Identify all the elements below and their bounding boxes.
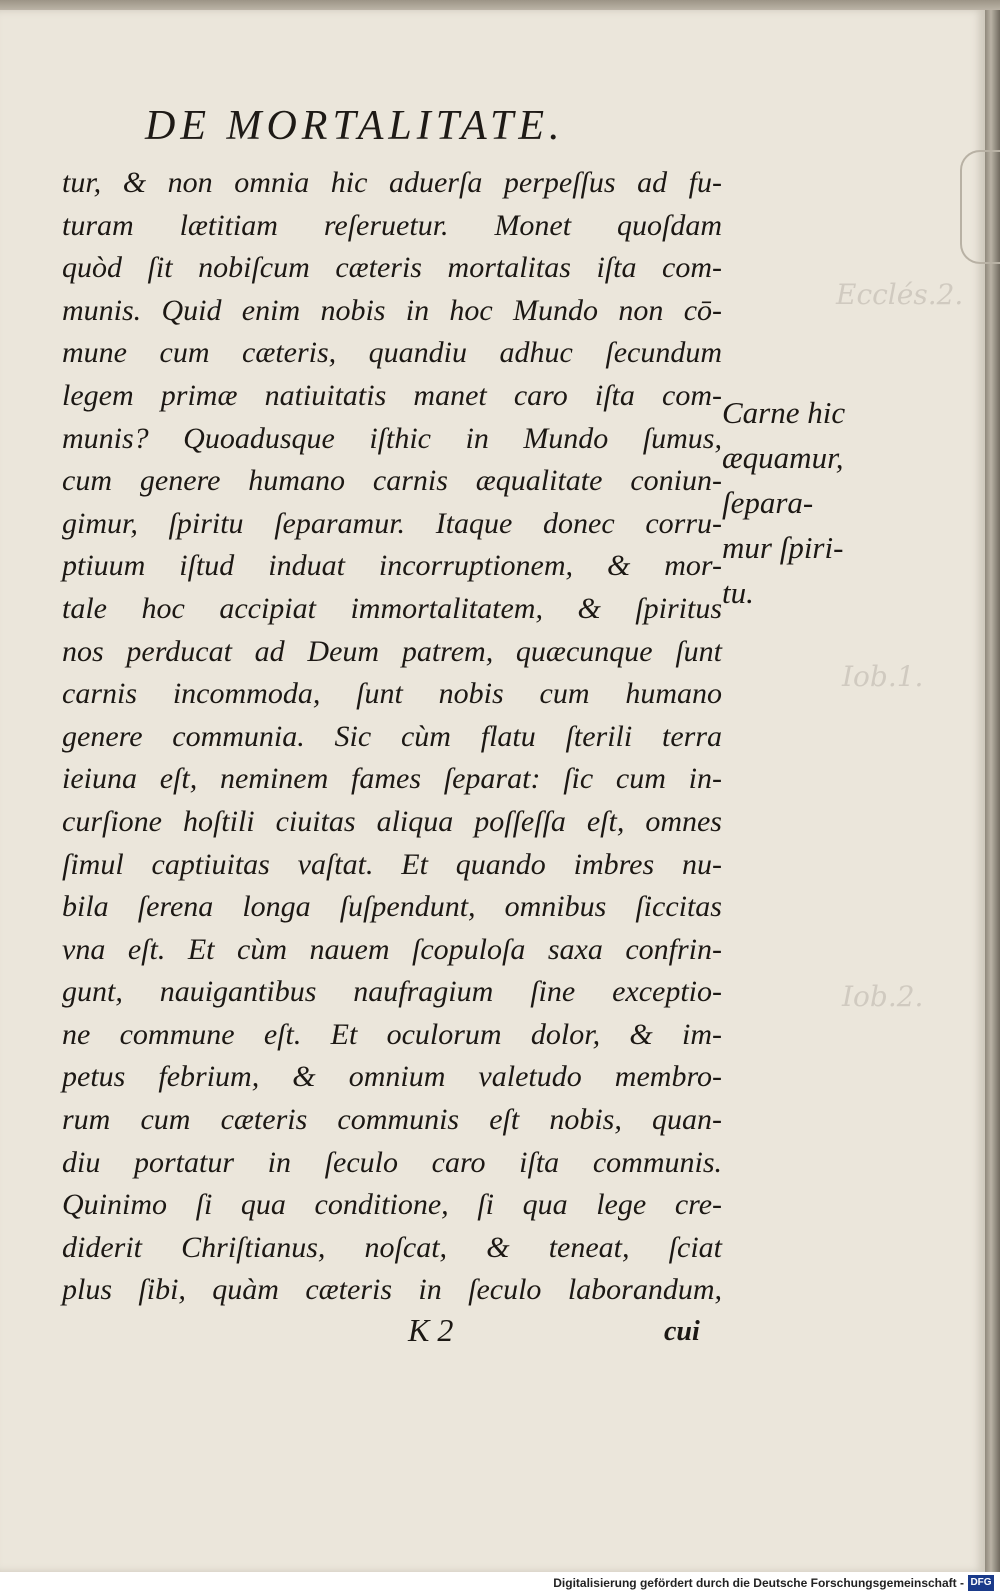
body-text [62,162,722,1312]
text-line: ieiuna eſt, neminem fames ſeparat: ſic cum in- [62,762,722,796]
footer-bar [0,1572,1000,1596]
text-line: carnis incommoda, ſunt nobis cum humano [62,677,722,711]
text-line: petus febrium, & omnium valetudo membro- [62,1060,722,1094]
text-line: munis? Quoadusque iſthic in Mundo ſumus, [62,421,722,455]
running-head: DE MORTALITATE. [145,103,565,149]
clasp-outline [960,150,1000,264]
text-line: tur, & non omnia hic aduerſa perpeſſus ad fu- [62,166,722,199]
text-line: cum genere humano carnis æqualitate coniun- [62,464,722,498]
text-line: Quinimo ſi qua conditione, ſi qua lege cre- [62,1188,722,1222]
bleed-through-note: Iob.2. [842,980,924,1013]
text-line: munis. Quid enim nobis in hoc Mundo non cō- [62,293,722,327]
footer-credit: Digitalisierung gefördert durch die Deutsche Forschungsgemeinschaft - [553,1576,964,1590]
text-line: plus ſibi, quàm cæteris in ſeculo laborandum, [62,1273,722,1307]
signature-mark: K 2 [408,1312,454,1348]
margin-note [722,390,845,615]
text-line: genere communia. Sic cùm flatu ſterili terra [62,719,722,753]
text-line: diu portatur in ſeculo caro iſta communis. [62,1145,722,1179]
text-line: gunt, nauigantibus naufragium ſine exceptio- [62,975,722,1009]
text-line: rum cum cæteris communis eſt nobis, quan- [62,1103,722,1137]
text-line: quòd ſit nobiſcum cæteris mortalitas iſta com- [62,251,722,285]
text-line: curſione hoſtili ciuitas aliqua poſſeſſa eſt, omnes [62,804,722,838]
margin-note-line: mur ſpiri- [722,530,844,565]
text-line: gimur, ſpiritu ſeparamur. Itaque donec corru- [62,506,722,540]
book-page [0,10,985,1572]
text-line: ſimul captiuitas vaſtat. Et quando imbres nu- [62,847,722,881]
text-line: ptiuum iſtud induat incorruptionem, & mor- [62,549,722,583]
margin-note-line: Carne hic [722,395,846,430]
text-line: turam lætitiam reſeruetur. Monet quoſdam [62,208,722,242]
margin-note-line: æquamur, [722,440,844,475]
bleed-through-note: Ecclés.2. [836,278,964,311]
text-line: bila ſerena longa ſuſpendunt, omnibus ſiccitas [62,890,722,924]
text-line: vna eſt. Et cùm nauem ſcopuloſa saxa confrin- [62,932,722,966]
text-line: ne commune eſt. Et oculorum dolor, & im- [62,1017,722,1051]
text-line: tale hoc accipiat immortalitatem, & ſpiritus [62,591,722,625]
catchword: cui [664,1316,700,1347]
dfg-logo: DFG [968,1575,994,1591]
text-line: mune cum cæteris, quandiu adhuc ſecundum [62,336,722,370]
margin-note-line: ſepara- [722,485,814,520]
text-line: nos perducat ad Deum patrem, quæcunque ſunt [62,634,722,668]
text-line: diderit Chriſtianus, noſcat, & teneat, ſciat [62,1230,722,1264]
text-line: legem primæ natiuitatis manet caro iſta com- [62,378,722,412]
bleed-through-note: Iob.1. [842,660,924,693]
margin-note-line: tu. [722,575,754,610]
